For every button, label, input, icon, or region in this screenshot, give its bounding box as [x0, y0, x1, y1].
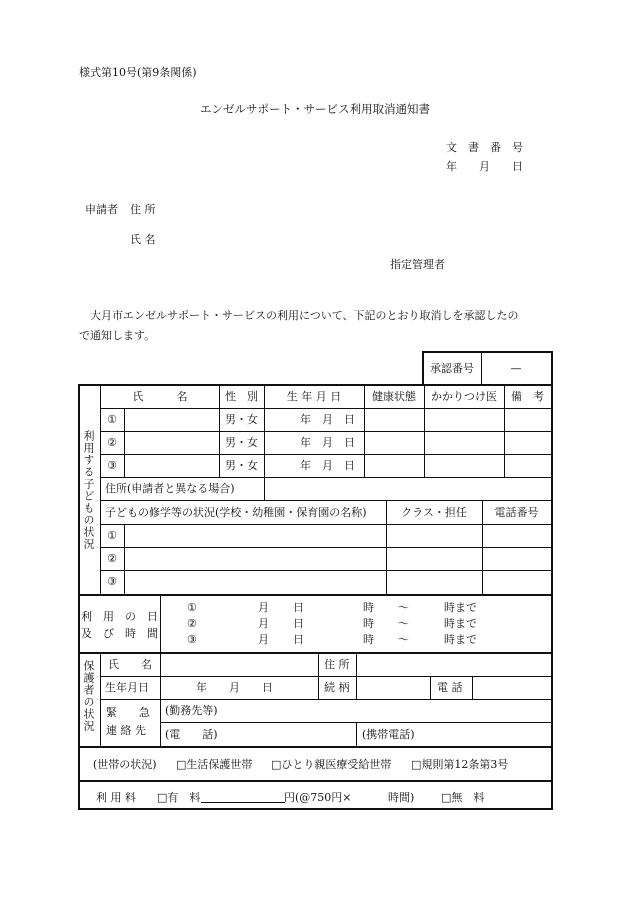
household-opt-rule[interactable]: □規則第12条第3号: [411, 758, 509, 771]
usage-row-day: 日: [293, 617, 304, 630]
usage-row-month: 月: [258, 617, 269, 630]
school-phone-header: 電話番号: [494, 506, 539, 519]
child-row-birth: 年 月 日: [300, 413, 355, 426]
child-remarks-header: 備 考: [511, 390, 544, 403]
body-text-line1: 大月市エンゼルサポート・サービスの利用について、下記のとおり取消しを承認したの: [90, 309, 519, 322]
guardian-birth-label: 生年月日: [105, 681, 149, 694]
usage-label-line1: 利 用 の 日: [81, 610, 158, 623]
school-row-num: ③: [107, 575, 117, 588]
usage-row-from: 時: [363, 617, 374, 630]
child-row-sex: 男・女: [225, 436, 258, 449]
fee-paid-option[interactable]: □有 料: [157, 791, 201, 804]
usage-label-line2: 及 び 時 間: [81, 627, 158, 640]
child-doctor-header: かかりつけ医: [431, 390, 497, 403]
document-title: エンゼルサポート・サービス利用取消通知書: [200, 102, 430, 116]
guardian-section-label: 保護者の状況: [82, 660, 95, 732]
approval-number-value: —: [510, 362, 522, 375]
usage-row-day: 日: [293, 601, 304, 614]
guardian-relation-label: 続 柄: [324, 681, 350, 694]
applicant-label: 申請者: [85, 203, 118, 216]
guardian-address-label: 住 所: [324, 658, 350, 671]
usage-row-tilde: ～: [398, 617, 409, 630]
fee-hours-label: 時間): [388, 791, 415, 804]
children-section-label: 利用する子どもの状況: [82, 430, 95, 550]
date-label: 年 月 日: [446, 160, 523, 173]
child-sex-header: 性 別: [225, 390, 258, 403]
work-label: (勤務先等): [165, 704, 218, 717]
school-row-num: ②: [107, 552, 117, 565]
body-text-line2: で通知します。: [79, 329, 156, 342]
child-row-num: ③: [107, 459, 117, 472]
emergency-label-2: 連 絡 先: [106, 724, 146, 737]
approval-number-label: 承認番号: [430, 362, 474, 375]
household-label: (世帯の状況): [93, 758, 157, 771]
child-row-num: ①: [107, 413, 117, 426]
tel-label: (電 話): [165, 728, 218, 741]
guardian-phone-label: 電 話: [437, 681, 463, 694]
child-name-header: 氏 名: [132, 390, 188, 403]
child-birth-header: 生 年 月 日: [286, 390, 342, 403]
usage-row-from: 時: [363, 601, 374, 614]
child-address-label: 住所(申請者と異なる場合): [105, 482, 235, 495]
fee-yen-label: 円(@750円×: [284, 791, 352, 804]
fee-label: 利 用 料: [96, 791, 136, 804]
child-row-birth: 年 月 日: [300, 436, 355, 449]
usage-row-num: ③: [187, 633, 197, 646]
child-row-birth: 年 月 日: [300, 459, 355, 472]
usage-row-num: ①: [187, 601, 197, 614]
usage-row-num: ②: [187, 617, 197, 630]
usage-row-tilde: ～: [398, 601, 409, 614]
household-opt-single-parent[interactable]: □ひとり親医療受給世帯: [271, 758, 392, 771]
usage-row-month: 月: [258, 601, 269, 614]
applicant-name-label: 氏 名: [130, 233, 156, 246]
usage-row-from: 時: [363, 633, 374, 646]
usage-row-to: 時まで: [444, 601, 477, 614]
applicant-address-label: 住 所: [130, 203, 156, 216]
child-health-header: 健康状態: [372, 390, 416, 403]
usage-row-month: 月: [258, 633, 269, 646]
mobile-label: (携帯電話): [362, 728, 415, 741]
usage-row-to: 時まで: [444, 617, 477, 630]
manager-label: 指定管理者: [390, 258, 445, 271]
usage-row-tilde: ～: [398, 633, 409, 646]
usage-row-day: 日: [293, 633, 304, 646]
child-row-num: ②: [107, 436, 117, 449]
guardian-name-label: 氏 名: [108, 658, 152, 671]
child-row-sex: 男・女: [225, 413, 258, 426]
class-header: クラス・担任: [401, 506, 467, 519]
fee-free-option[interactable]: □無 料: [441, 791, 485, 804]
emergency-label-1: 緊 急: [106, 706, 150, 719]
usage-row-to: 時まで: [444, 633, 477, 646]
fee-amount-field[interactable]: [201, 791, 285, 803]
school-row-num: ①: [107, 529, 117, 542]
child-row-sex: 男・女: [225, 459, 258, 472]
guardian-birth-value: 年 月 日: [196, 681, 273, 694]
doc-number-label: 文 書 番 号: [446, 141, 523, 154]
form-number: 様式第10号(第9条関係): [79, 66, 197, 79]
household-opt-welfare[interactable]: □生活保護世帯: [176, 758, 253, 771]
school-header: 子どもの修学等の状況(学校・幼稚園・保育園の名称): [105, 506, 367, 519]
